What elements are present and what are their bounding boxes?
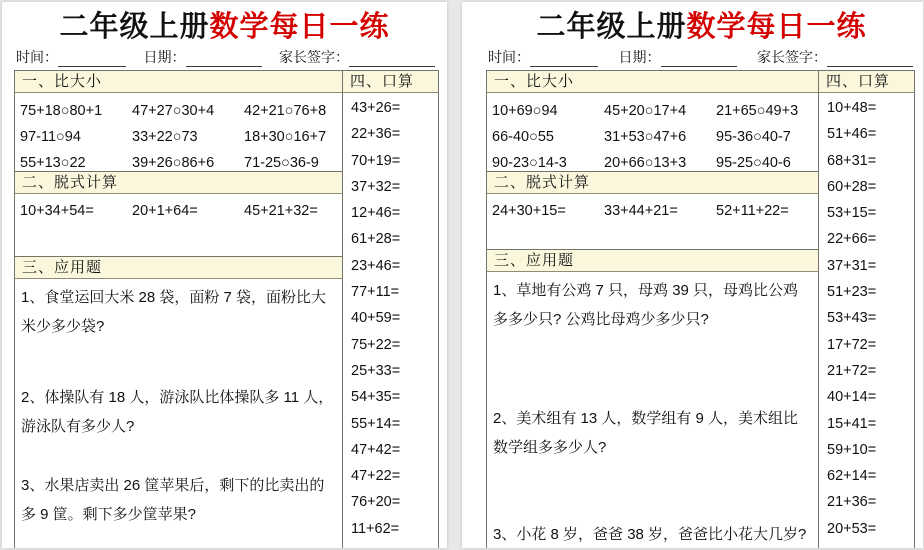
oral-expression: 70+19= <box>351 152 401 169</box>
calc-expression: 24+30+15= <box>492 203 566 219</box>
word-problem: 3、小花 8 岁，爸爸 38 岁，爸爸比小花大几岁? <box>493 526 807 543</box>
date-field <box>144 47 262 67</box>
sign-field <box>757 47 913 67</box>
oral-expression: 37+32= <box>351 178 401 195</box>
info-row <box>16 48 435 67</box>
date-label: 日期： <box>618 49 661 65</box>
compare-expression: 45+20○17+4 <box>604 103 687 119</box>
compare-problems <box>15 93 342 171</box>
compare-expression: 31+53○47+6 <box>604 129 687 145</box>
compare-expression: 18+30○16+7 <box>244 129 327 145</box>
oral-expression: 54+35= <box>351 389 401 406</box>
word-problem: 1、食堂运回大米 28 袋，面粉 7 袋，面粉比大米少多少袋? <box>21 289 327 335</box>
compare-expression: 95-25○40-6 <box>716 155 791 171</box>
date-blank-line <box>661 53 737 67</box>
oral-expression: 59+10= <box>827 441 877 458</box>
oral-expression: 22+36= <box>351 126 401 143</box>
time-field <box>488 47 598 67</box>
sign-field <box>279 47 435 67</box>
compare-expression: 42+21○76+8 <box>244 103 327 119</box>
title-black-part: 二年级上册 <box>536 11 687 43</box>
oral-expression: 76+20= <box>351 494 401 511</box>
compare-expression: 33+22○73 <box>132 129 198 145</box>
compare-expression: 20+66○13+3 <box>604 155 687 171</box>
word-problem: 2、体操队有 18 人，游泳队比体操队多 11 人，游泳队有多少人? <box>21 389 334 435</box>
oral-expression: 51+46= <box>827 126 877 143</box>
word-problem: 3、水果店卖出 26 筐苹果后，剩下的比卖出的多 9 筐。剩下多少筐苹果? <box>21 477 325 523</box>
time-label: 时间： <box>16 49 58 65</box>
oral-expression: 61+28= <box>351 231 401 248</box>
oral-expression: 62+14= <box>827 468 877 485</box>
oral-column <box>819 71 914 548</box>
calc-problems <box>487 194 818 249</box>
time-field <box>16 47 126 67</box>
oral-expression: 77+11= <box>351 284 400 301</box>
calc-expression: 45+21+32= <box>244 203 318 219</box>
oral-expression: 60+28= <box>827 178 877 195</box>
section-header-oral: 四、口算 <box>819 71 914 93</box>
compare-expression: 10+69○94 <box>492 103 558 119</box>
oral-expression: 40+59= <box>351 310 401 327</box>
main-column <box>487 71 819 548</box>
sign-label: 家长签字： <box>279 49 349 65</box>
oral-expression: 17+72= <box>827 336 877 353</box>
oral-expression: 40+14= <box>827 389 877 406</box>
page-title <box>462 9 923 45</box>
section-header-word: 三、应用题 <box>487 249 818 272</box>
compare-problems <box>487 93 818 171</box>
word-problem: 2、美术组有 13 人，数学组有 9 人，美术组比数学组多多少人? <box>493 410 799 456</box>
compare-expression: 95-36○40-7 <box>716 129 791 145</box>
oral-expression: 22+66= <box>827 231 877 248</box>
sign-blank-line <box>827 53 913 67</box>
section-header-calc: 二、脱式计算 <box>15 171 342 194</box>
oral-expression: 51+23= <box>827 284 877 301</box>
time-label: 时间： <box>488 49 530 65</box>
word-problems <box>15 279 342 529</box>
title-red-part: 数学每日一练 <box>209 11 390 43</box>
calc-expression: 20+1+64= <box>132 203 198 219</box>
compare-expression: 39+26○86+6 <box>132 155 215 171</box>
sign-blank-line <box>349 53 435 67</box>
oral-expression: 55+14= <box>351 415 401 432</box>
section-header-word: 三、应用题 <box>15 256 342 279</box>
worksheet-table <box>14 70 439 548</box>
oral-expression: 21+36= <box>827 494 877 511</box>
oral-expression: 53+43= <box>827 310 877 327</box>
oral-column <box>343 71 438 548</box>
oral-expression: 47+22= <box>351 468 401 485</box>
page-title <box>2 9 447 45</box>
compare-expression: 55+13○22 <box>20 155 86 171</box>
sign-label: 家长签字： <box>757 49 827 65</box>
section-header-oral: 四、口算 <box>343 71 438 93</box>
oral-problems <box>343 93 438 542</box>
oral-expression: 37+31= <box>827 257 877 274</box>
date-blank-line <box>186 53 262 67</box>
worksheet-table <box>486 70 915 548</box>
worksheet-page-left <box>2 2 447 548</box>
time-blank-line <box>530 53 598 67</box>
oral-expression: 20+53= <box>827 520 877 537</box>
title-black-part: 二年级上册 <box>59 11 210 43</box>
word-problem: 1、草地有公鸡 7 只，母鸡 39 只，母鸡比公鸡多多少只? 公鸡比母鸡少多少只? <box>493 282 799 328</box>
section-header-compare: 一、比大小 <box>15 71 342 93</box>
compare-expression: 90-23○14-3 <box>492 155 567 171</box>
date-field <box>619 47 737 67</box>
oral-expression: 23+46= <box>351 257 401 274</box>
oral-expression: 68+31= <box>827 152 877 169</box>
calc-expression: 33+44+21= <box>604 203 678 219</box>
section-header-compare: 一、比大小 <box>487 71 818 93</box>
compare-expression: 71-25○36-9 <box>244 155 319 171</box>
compare-expression: 75+18○80+1 <box>20 103 103 119</box>
oral-expression: 10+48= <box>827 100 877 116</box>
oral-expression: 11+62= <box>351 520 400 537</box>
date-label: 日期： <box>143 49 186 65</box>
compare-expression: 47+27○30+4 <box>132 103 215 119</box>
word-problems <box>487 272 818 548</box>
oral-expression: 25+33= <box>351 362 401 379</box>
time-blank-line <box>58 53 126 67</box>
info-row <box>488 48 913 67</box>
oral-expression: 75+22= <box>351 336 401 353</box>
calc-expression: 10+34+54= <box>20 203 94 219</box>
oral-expression: 53+15= <box>827 205 877 222</box>
compare-expression: 21+65○49+3 <box>716 103 799 119</box>
oral-problems <box>819 93 914 542</box>
compare-expression: 66-40○55 <box>492 129 554 145</box>
compare-expression: 97-11○94 <box>20 129 81 145</box>
oral-expression: 47+42= <box>351 441 401 458</box>
title-red-part: 数学每日一练 <box>686 11 867 43</box>
main-column <box>15 71 343 548</box>
oral-expression: 15+41= <box>827 415 877 432</box>
worksheet-page-right <box>462 2 923 548</box>
calc-problems <box>15 194 342 256</box>
oral-expression: 12+46= <box>351 205 401 222</box>
section-header-calc: 二、脱式计算 <box>487 171 818 194</box>
calc-expression: 52+11+22= <box>716 203 789 219</box>
oral-expression: 21+72= <box>827 362 877 379</box>
oral-expression: 43+26= <box>351 100 401 116</box>
